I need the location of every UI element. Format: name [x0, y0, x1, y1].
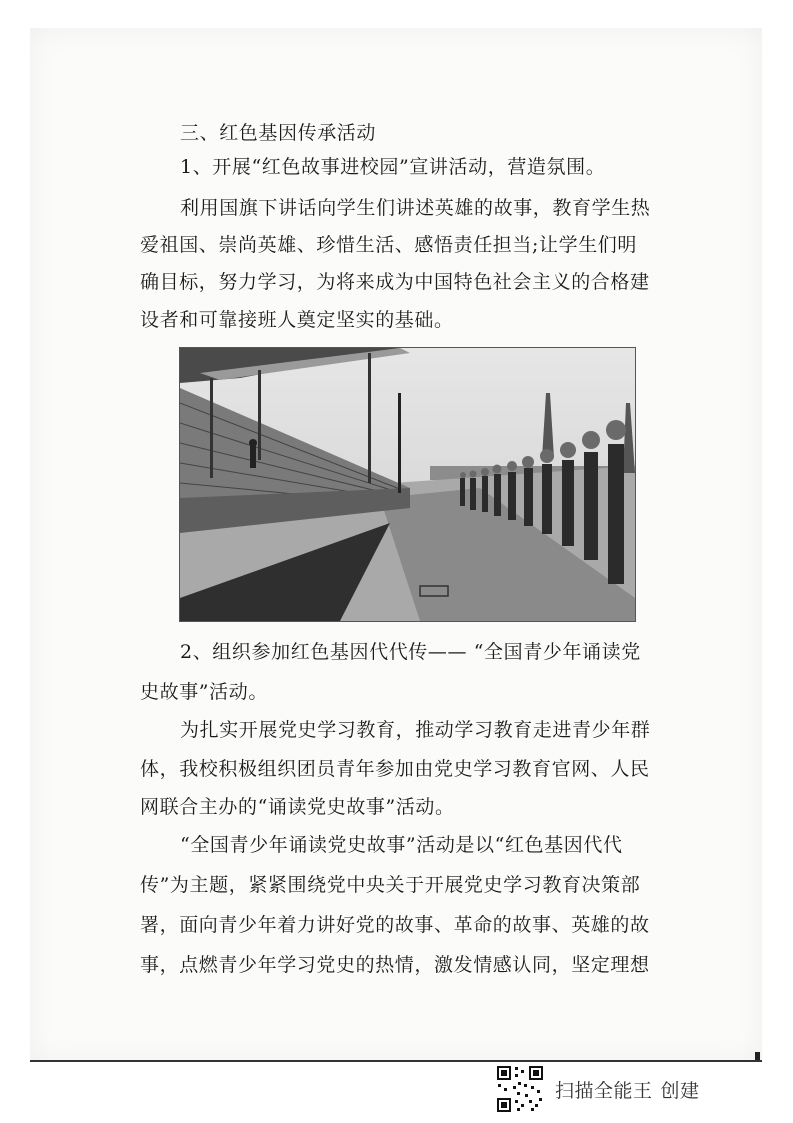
item2-para2-line: 署，面向青少年着力讲好党的故事、革命的故事、英雄的故: [140, 914, 650, 936]
scan-corner-mark: [755, 1052, 760, 1060]
item2-para2-line: 事，点燃青少年学习党史的热情，激发情感认同，坚定理想: [140, 954, 650, 976]
item2-para2-line: 传”为主题，紧紧围绕党中央关于开展党史学习教育决策部: [140, 874, 641, 896]
item1-para-line: 确目标，努力学习，为将来成为中国特色社会主义的合格建: [140, 271, 650, 293]
footer-action: 创建: [660, 1080, 700, 1102]
item2-heading: 史故事”活动。: [140, 681, 268, 703]
item2-heading: 2、组织参加红色基因代代传—— “全国青少年诵读党: [180, 641, 641, 663]
item2-para1-line: 体，我校积极组织团员青年参加由党史学习教育官网、人民: [140, 758, 650, 780]
item1-para-line: 设者和可靠接班人奠定坚实的基础。: [140, 309, 454, 331]
activity-photo: [179, 347, 636, 622]
section-title: 三、红色基因传承活动: [180, 122, 377, 144]
footer-app-name: 扫描全能王: [555, 1080, 653, 1102]
item1-para-line: 爱祖国、崇尚英雄、珍惜生活、感悟责任担当;让学生们明: [140, 234, 638, 256]
item2-para1-line: 为扎实开展党史学习教育，推动学习教育走进青少年群: [180, 719, 651, 741]
item2-para1-line: 网联合主办的“诵读党史故事”活动。: [140, 796, 455, 818]
qr-code-icon: [495, 1064, 545, 1114]
item1-para-line: 利用国旗下讲话向学生们讲述英雄的故事，教育学生热: [180, 197, 651, 219]
scanner-watermark: [495, 1064, 725, 1114]
page-bottom-edge: [30, 1060, 762, 1062]
item2-para2-line: “全国青少年诵读党史故事”活动是以“红色基因代代: [180, 834, 623, 856]
item1-heading: 1、开展“红色故事进校园”宣讲活动，营造氛围。: [180, 156, 606, 178]
